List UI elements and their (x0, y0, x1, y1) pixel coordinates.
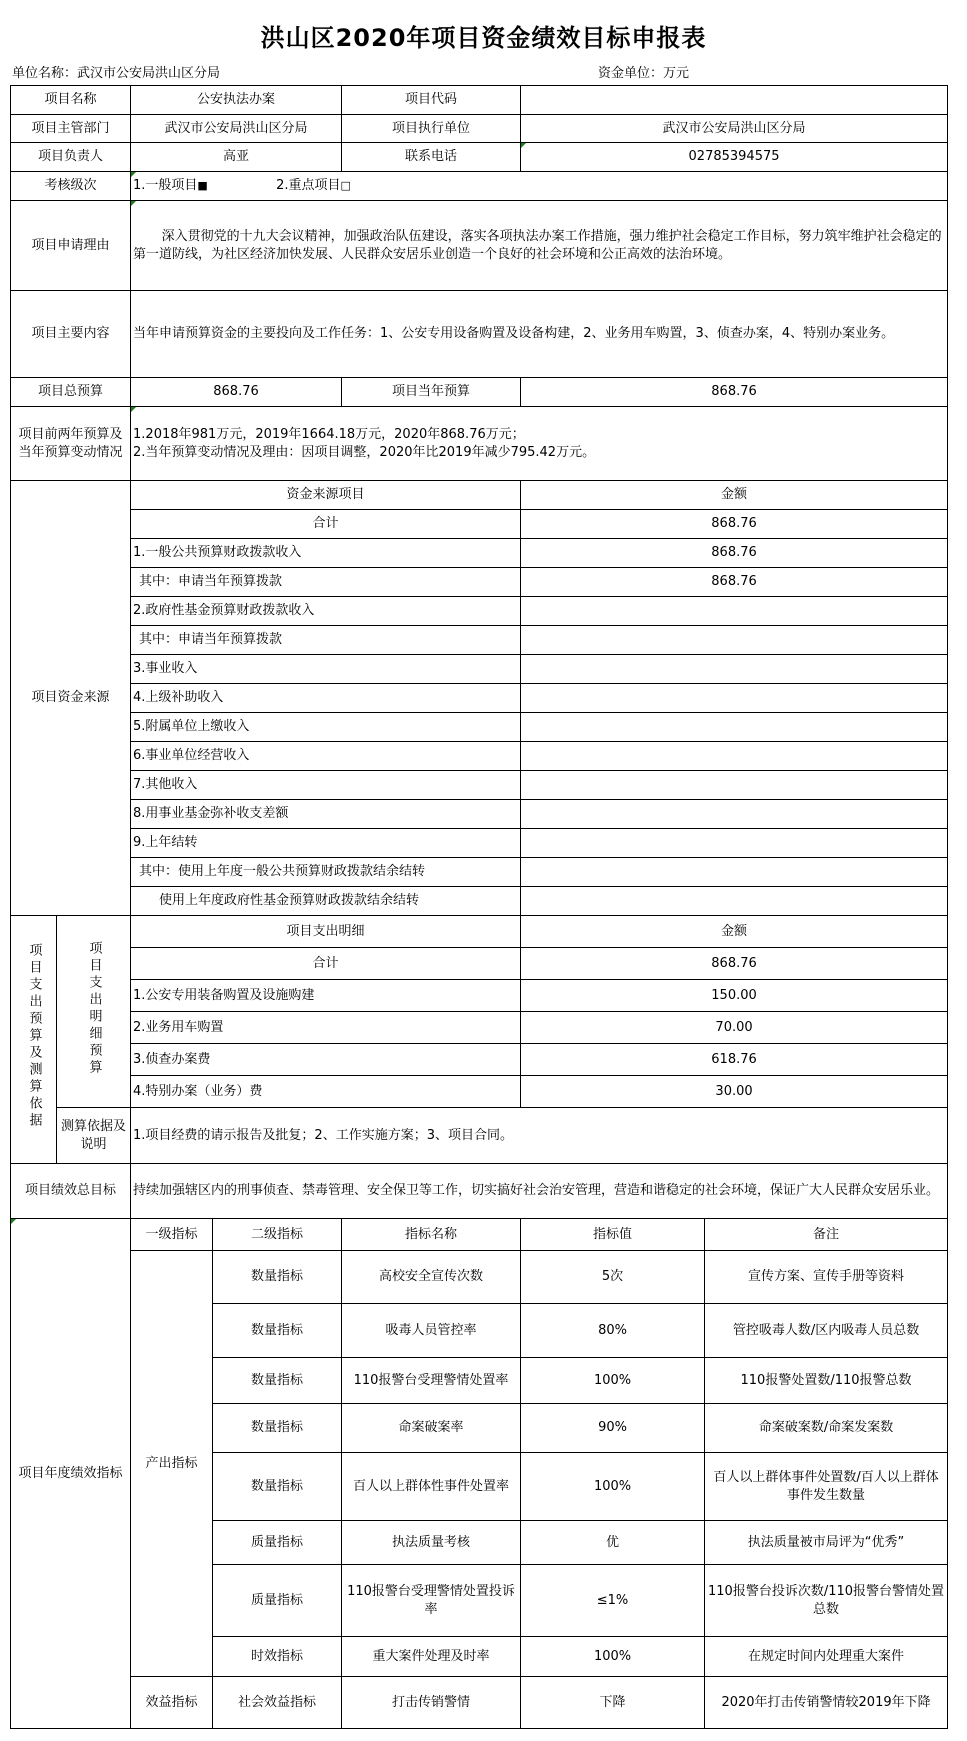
funding-item: 其中：申请当年预算拨款 (131, 568, 521, 597)
value-content: 当年申请预算资金的主要投向及工作任务：1、公安专用设备购置及设备构建，2、业务用车购置，3、侦查办案，4、特别办案业务。 (131, 291, 948, 378)
row-budget (11, 378, 948, 407)
funding-item: 合计 (131, 510, 521, 539)
value-reason: 深入贯彻党的十九大会议精神，加强政治队伍建设，落实各项执法办案工作措施，强力维护社会稳定工作目标，努力筑牢维护社会稳定的第一道防线，为社区经济加快发展、人民群众安居乐业创造一个良好的社会环境和公正高效的法治环境。 (131, 201, 948, 291)
expense-item: 4.特别办案（业务）费 (131, 1076, 521, 1108)
indicator-value: 80% (521, 1304, 705, 1358)
indicator-value: 下降 (521, 1677, 705, 1729)
funding-col-amount: 金额 (521, 481, 948, 510)
funding-amount: 868.76 (521, 539, 948, 568)
funding-amount (521, 771, 948, 800)
funding-row (11, 829, 948, 858)
checked-box-icon[interactable]: ■ (197, 179, 208, 192)
expense-row (11, 948, 948, 980)
label-expense-inner: 项目支出明细预算 (57, 916, 131, 1108)
value-dept: 武汉市公安局洪山区分局 (131, 115, 342, 143)
value-phone: 02785394575 (521, 143, 948, 172)
unchecked-box-icon[interactable]: □ (340, 179, 351, 192)
page-title: 洪山区2020年项目资金绩效目标申报表 (260, 24, 707, 52)
goal-row (11, 1164, 948, 1219)
indicator-level2: 数量指标 (213, 1251, 342, 1304)
funding-amount: 868.76 (521, 510, 948, 539)
indicator-note: 执法质量被市局评为“优秀” (705, 1521, 948, 1565)
indicator-level2: 时效指标 (213, 1637, 342, 1677)
expense-item: 3.侦查办案费 (131, 1044, 521, 1076)
funding-row (11, 858, 948, 887)
label-benefit: 效益指标 (131, 1677, 213, 1729)
funding-amount (521, 684, 948, 713)
label-dept: 项目主管部门 (11, 115, 131, 143)
expense-amount: 868.76 (521, 948, 948, 980)
indicator-col-value: 指标值 (521, 1219, 705, 1251)
funding-item: 3.事业收入 (131, 655, 521, 684)
label-exec: 项目执行单位 (342, 115, 521, 143)
report-table (10, 85, 948, 1729)
indicator-level2: 质量指标 (213, 1565, 342, 1637)
funding-row (11, 539, 948, 568)
indicator-value: 90% (521, 1404, 705, 1453)
funding-row (11, 655, 948, 684)
funding-row (11, 887, 948, 916)
row-dept (11, 115, 948, 143)
row-reason (11, 201, 948, 291)
value-level (131, 172, 948, 201)
funding-item: 2.政府性基金预算财政拨款收入 (131, 597, 521, 626)
funding-item: 7.其他收入 (131, 771, 521, 800)
funding-amount (521, 829, 948, 858)
funding-item: 5.附属单位上缴收入 (131, 713, 521, 742)
value-year-budget: 868.76 (521, 378, 948, 407)
indicator-value: 100% (521, 1358, 705, 1404)
expense-row (11, 1076, 948, 1108)
indicator-col-level2: 二级指标 (213, 1219, 342, 1251)
value-project-name: 公安执法办案 (131, 86, 342, 115)
funding-amount (521, 887, 948, 916)
indicator-value: 100% (521, 1453, 705, 1521)
label-total-budget: 项目总预算 (11, 378, 131, 407)
funding-item: 其中：使用上年度一般公共预算财政拨款结余结转 (131, 858, 521, 887)
label-expense-outer: 项目支出预算及测算依据 (11, 916, 57, 1164)
indicator-note: 2020年打击传销警情较2019年下降 (705, 1677, 948, 1729)
indicator-name: 110报警台受理警情处置率 (342, 1358, 521, 1404)
funding-item: 8.用事业基金弥补收支差额 (131, 800, 521, 829)
indicator-name: 执法质量考核 (342, 1521, 521, 1565)
row-content (11, 291, 948, 378)
indicator-level2: 数量指标 (213, 1304, 342, 1358)
indicator-value: ≤1% (521, 1565, 705, 1637)
funding-item: 4.上级补助收入 (131, 684, 521, 713)
value-basis: 1.项目经费的请示报告及批复；2、工作实施方案；3、项目合同。 (131, 1108, 948, 1164)
row-level (11, 172, 948, 201)
history-line-2: 2.当年预算变动情况及理由：因项目调整，2020年比2019年减少795.42万元。 (133, 444, 596, 460)
funding-row (11, 684, 948, 713)
indicator-note: 管控吸毒人数/区内吸毒人员总数 (705, 1304, 948, 1358)
expense-col-item: 项目支出明细 (131, 916, 521, 948)
indicator-level2: 数量指标 (213, 1404, 342, 1453)
label-funding: 项目资金来源 (11, 481, 131, 916)
funding-item: 1.一般公共预算财政拨款收入 (131, 539, 521, 568)
funding-col-item: 资金来源项目 (131, 481, 521, 510)
indicator-note: 命案破案数/命案发案数 (705, 1404, 948, 1453)
expense-row (11, 980, 948, 1012)
label-reason: 项目申请理由 (11, 201, 131, 291)
indicator-value: 100% (521, 1637, 705, 1677)
indicator-value: 5次 (521, 1251, 705, 1304)
label-history: 项目前两年预算及当年预算变动情况 (11, 407, 131, 481)
label-output: 产出指标 (131, 1251, 213, 1677)
funding-row (11, 713, 948, 742)
expense-amount: 70.00 (521, 1012, 948, 1044)
expense-row (11, 1012, 948, 1044)
label-basis: 测算依据及说明 (57, 1108, 131, 1164)
indicator-header-row (11, 1219, 948, 1251)
funding-item: 使用上年度政府性基金预算财政拨款结余结转 (131, 887, 521, 916)
funding-amount (521, 742, 948, 771)
funding-amount (521, 858, 948, 887)
level-option-key: 2.重点项目 (276, 178, 341, 193)
history-line-1: 1.2018年981万元，2019年1664.18万元，2020年868.76万元； (133, 426, 525, 442)
expense-item: 1.公安专用装备购置及设施购建 (131, 980, 521, 1012)
indicator-name: 打击传销警情 (342, 1677, 521, 1729)
value-goal: 持续加强辖区内的刑事侦查、禁毒管理、安全保卫等工作，切实搞好社会治安管理，营造和谐稳定的社会环境，保证广大人民群众安居乐业。 (131, 1164, 948, 1219)
funding-item: 6.事业单位经营收入 (131, 742, 521, 771)
indicator-note: 在规定时间内处理重大案件 (705, 1637, 948, 1677)
indicator-level2: 数量指标 (213, 1453, 342, 1521)
expense-amount: 30.00 (521, 1076, 948, 1108)
value-owner: 高亚 (131, 143, 342, 172)
expense-item: 合计 (131, 948, 521, 980)
expense-amount: 150.00 (521, 980, 948, 1012)
indicator-col-level1: 一级指标 (131, 1219, 213, 1251)
expense-item: 2.业务用车购置 (131, 1012, 521, 1044)
label-level: 考核级次 (11, 172, 131, 201)
row-history (11, 407, 948, 481)
funding-row (11, 510, 948, 539)
indicator-name: 重大案件处理及时率 (342, 1637, 521, 1677)
label-content: 项目主要内容 (11, 291, 131, 378)
funding-amount (521, 713, 948, 742)
expense-amount: 618.76 (521, 1044, 948, 1076)
label-project-code: 项目代码 (342, 86, 521, 115)
unit-name: 单位名称：武汉市公安局洪山区分局 (12, 66, 221, 81)
fund-unit: 资金单位：万元 (598, 66, 690, 81)
funding-row (11, 568, 948, 597)
expense-row (11, 1044, 948, 1076)
value-total-budget: 868.76 (131, 378, 342, 407)
label-owner: 项目负责人 (11, 143, 131, 172)
label-phone: 联系电话 (342, 143, 521, 172)
funding-amount (521, 655, 948, 684)
label-year-budget: 项目当年预算 (342, 378, 521, 407)
funding-row (11, 626, 948, 655)
indicator-level2: 数量指标 (213, 1358, 342, 1404)
expense-col-amount: 金额 (521, 916, 948, 948)
value-exec: 武汉市公安局洪山区分局 (521, 115, 948, 143)
funding-amount (521, 597, 948, 626)
label-indicators: 项目年度绩效指标 (11, 1219, 131, 1729)
funding-row (11, 597, 948, 626)
indicator-row (11, 1677, 948, 1729)
level-option-general: 1.一般项目 (133, 178, 198, 193)
funding-row (11, 742, 948, 771)
funding-amount (521, 626, 948, 655)
indicator-row (11, 1251, 948, 1304)
indicator-col-note: 备注 (705, 1219, 948, 1251)
expense-header-row (11, 916, 948, 948)
funding-item: 9.上年结转 (131, 829, 521, 858)
indicator-level2: 社会效益指标 (213, 1677, 342, 1729)
value-project-code (521, 86, 948, 115)
funding-amount (521, 800, 948, 829)
value-history (131, 407, 948, 481)
funding-header-row (11, 481, 948, 510)
funding-amount: 868.76 (521, 568, 948, 597)
indicator-level2: 质量指标 (213, 1521, 342, 1565)
funding-row (11, 800, 948, 829)
indicator-note: 百人以上群体事件处置数/百人以上群体事件发生数量 (705, 1453, 948, 1521)
indicator-value: 优 (521, 1521, 705, 1565)
funding-item: 其中：申请当年预算拨款 (131, 626, 521, 655)
indicator-name: 百人以上群体性事件处置率 (342, 1453, 521, 1521)
indicator-note: 110报警处置数/110报警总数 (705, 1358, 948, 1404)
funding-row (11, 771, 948, 800)
indicator-name: 命案破案率 (342, 1404, 521, 1453)
expense-basis-row (11, 1108, 948, 1164)
label-goal: 项目绩效总目标 (11, 1164, 131, 1219)
row-project-name (11, 86, 948, 115)
label-project-name: 项目名称 (11, 86, 131, 115)
indicator-col-name: 指标名称 (342, 1219, 521, 1251)
row-owner (11, 143, 948, 172)
indicator-name: 高校安全宣传次数 (342, 1251, 521, 1304)
indicator-note: 宣传方案、宣传手册等资料 (705, 1251, 948, 1304)
indicator-note: 110报警台投诉次数/110报警台警情处置总数 (705, 1565, 948, 1637)
indicator-name: 吸毒人员管控率 (342, 1304, 521, 1358)
indicator-name: 110报警台受理警情处置投诉率 (342, 1565, 521, 1637)
